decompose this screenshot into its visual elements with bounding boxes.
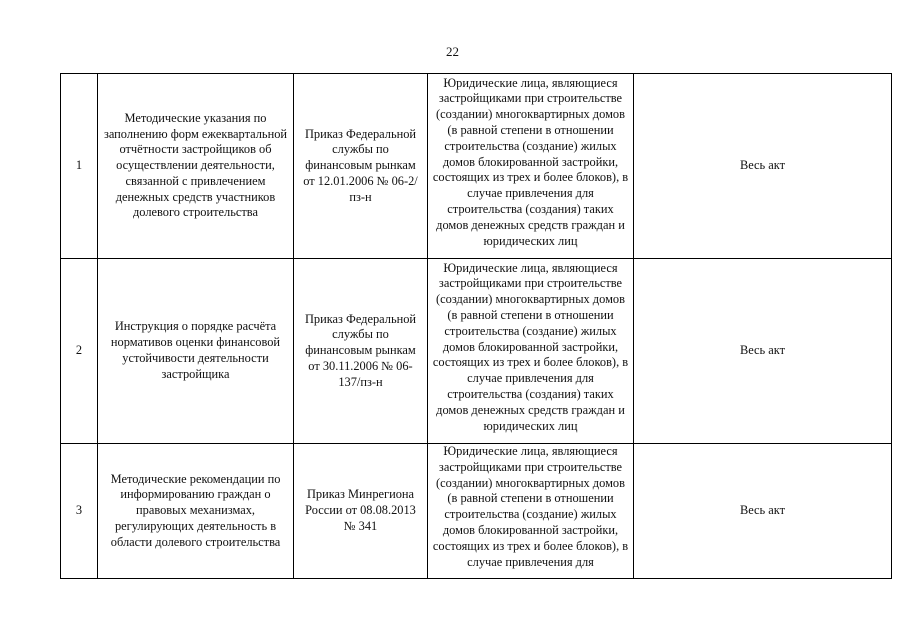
acts-table xyxy=(60,73,892,579)
row-number-cell: 3 xyxy=(61,444,98,579)
applicable-persons-cell xyxy=(428,74,634,259)
table-row xyxy=(61,74,892,259)
order-details-cell: Приказ Федеральной службы по финансовым рынкам от 12.01.2006 № 06-2/пз-н xyxy=(294,74,428,259)
row-number-cell: 1 xyxy=(61,74,98,259)
page-number: 22 xyxy=(446,44,459,59)
applicable-persons-text: Юридические лица, являющиеся застройщиками при строительстве (создании) многоквартирных домов (в равной степени в отношении строительства (создание) жилых домов блокированной застройки, состоящих из трех и более блоков), в случае привлечения для строительства (создания) таких домов денежных средств граждан и юридических лиц xyxy=(432,75,629,248)
scope-cell: Весь акт xyxy=(634,444,892,579)
document-title-cell: Методические рекомендации по информированию граждан о правовых механизмах, регулирующих деятельность в области долевого строительства xyxy=(98,444,294,579)
applicable-persons-text: Юридические лица, являющиеся застройщиками при строительстве (создании) многоквартирных домов (в равной степени в отношении строительства (создание) жилых домов блокированной застройки, состоящих из трех и более блоков), в случае привлечения для xyxy=(432,444,629,569)
applicable-persons-text: Юридические лица, являющиеся застройщиками при строительстве (создании) многоквартирных домов (в равной степени в отношении строительства (создание) жилых домов блокированной застройки, состоящих из трех и более блоков), в случае привлечения для строительства (создания) таких домов денежных средств граждан и юридических лиц xyxy=(432,260,629,433)
document-title-cell: Методические указания по заполнению форм ежеквартальной отчётности застройщиков об осуществлении деятельности, связанной с привлечением денежных средств участников долевого строительства xyxy=(98,74,294,259)
table-row xyxy=(61,444,892,579)
scope-cell: Весь акт xyxy=(634,259,892,444)
applicable-persons-cell xyxy=(428,259,634,444)
scope-cell: Весь акт xyxy=(634,74,892,259)
document-title-cell: Инструкция о порядке расчёта нормативов оценки финансовой устойчивости деятельности застройщика xyxy=(98,259,294,444)
applicable-persons-cell xyxy=(428,444,634,579)
order-details-cell: Приказ Федеральной службы по финансовым рынкам от 30.11.2006 № 06-137/пз-н xyxy=(294,259,428,444)
table-row xyxy=(61,259,892,444)
row-number-cell: 2 xyxy=(61,259,98,444)
order-details-cell: Приказ Минрегиона России от 08.08.2013 № 341 xyxy=(294,444,428,579)
